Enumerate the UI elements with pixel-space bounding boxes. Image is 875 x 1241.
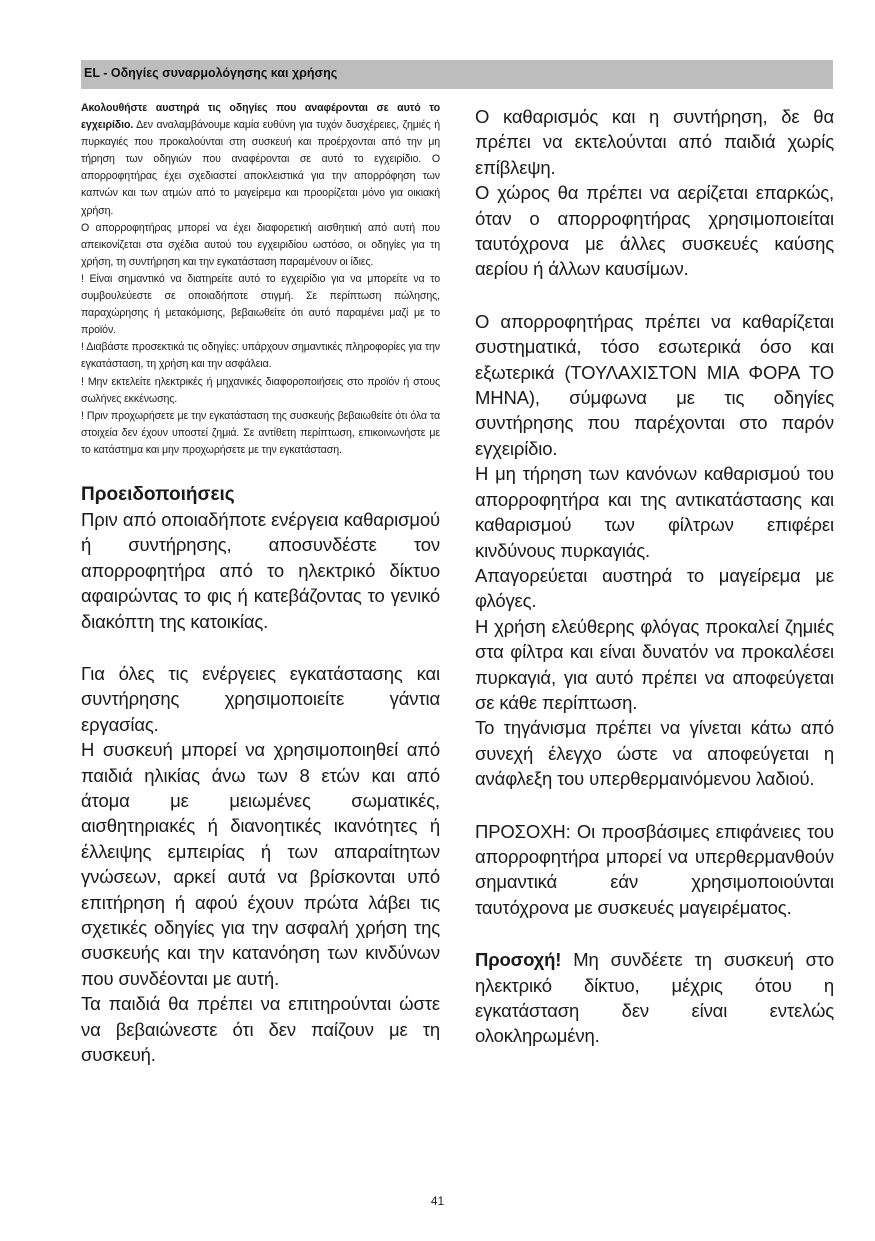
right-paragraph-9 [475, 947, 834, 1049]
intro-paragraph-2: Ο απορροφητήρας μπορεί να έχει διαφορετική αισθητική από αυτή που απεικονίζεται στα σχέδια αυτού του εγχειριδίου ωστόσο, οι οδηγίες για τη χρήση, τη συντήρηση και την εγκατάσταση παραμένουν οι ίδιες. [81, 221, 440, 268]
intro-paragraph-5: ! Μην εκτελείτε ηλεκτρικές ή μηχανικές διαφοροποιήσεις στο προϊόν ή στους σωλήνες εκκένωσης. [81, 375, 440, 405]
warning-paragraph-1: Πριν από οποιαδήποτε ενέργεια καθαρισμού ή συντήρησης, αποσυνδέστε τον απορροφητήρα από το ηλεκτρικό δίκτυο αφαιρώντας το φις ή κατεβάζοντας το γενικό διακόπτη της κατοικίας. [81, 508, 440, 632]
intro-text-1: Δεν αναλαμβάνουμε καμία ευθύνη για τυχόν δυσχέρειες, ζημιές ή πυρκαγιές που προκαλούνται στη συσκευή και προέρχονται από την μη τήρηση των οδηγιών που αναφέρονται σε αυτό το εγχειρίδιο. Ο απορροφητήρας έχει σχεδιαστεί αποκλειστικά για την απορρόφηση των καπνών και των ατμών από το μαγείρεμα και προορίζεται μόνο για οικιακή χρήση. [81, 119, 440, 217]
right-paragraph-3: Ο απορροφητήρας πρέπει να καθαρίζεται συστηματικά, τόσο εσωτερικά όσο και εξωτερικά (ΤΟΥΛΑΧΙΣΤΟΝ ΜΙΑ ΦΟΡΑ ΤΟ ΜΗΝΑ), σύμφωνα με τις οδηγίες συντήρησης που παρέχονται στο παρόν εγχειρίδιο. [475, 310, 834, 459]
left-column [81, 100, 440, 1068]
right-paragraph-1: Ο καθαρισμός και η συντήρηση, δε θα πρέπει να εκτελούνται από παιδιά χωρίς επίβλεψη. [475, 106, 834, 178]
warnings-section [81, 507, 440, 1068]
warning-paragraph-4: Τα παιδιά θα πρέπει να επιτηρούνται ώστε να βεβαιώνεστε ότι δεν παίζουν με τη συσκευή. [81, 993, 440, 1066]
page-number: 41 [430, 1194, 445, 1208]
right-column [475, 104, 834, 1049]
right-paragraph-2: Ο χώρος θα πρέπει να αερίζεται επαρκώς, όταν ο απορροφητήρας χρησιμοποιείται ταυτόχρονα με άλλες συσκευές καύσης αερίου ή άλλων καυσίμων. [475, 182, 834, 280]
header-title: EL - Οδηγίες συναρμολόγησης και χρήσης [84, 66, 338, 80]
header-bar [81, 60, 833, 89]
right-paragraph-7: Το τηγάνισμα πρέπει να γίνεται κάτω από συνεχή έλεγχο ώστε να αποφεύγεται η ανάφλεξη του υπερθερμαινόμενου λαδιού. [475, 717, 834, 790]
intro-lead: Ακολουθήστε αυστηρά τις οδηγίες που αναφέρονται σε αυτό το εγχειρίδιο. [81, 102, 440, 132]
warnings-heading: Προειδοποιήσεις [81, 483, 235, 505]
intro-paragraph-3: ! Είναι σημαντικό να διατηρείτε αυτό το εγχειρίδιο για να μπορείτε να το συμβουλεύεστε σε οποιαδήποτε στιγμή. Σε περίπτωση πώλησης, παραχώρησης ή μετακόμισης, βεβαιωθείτε ότι αυτό παραμένει μαζί με το προϊόν. [81, 272, 440, 337]
intro-section [81, 100, 440, 459]
right-paragraph-6: Η χρήση ελεύθερης φλόγας προκαλεί ζημιές στα φίλτρα και είναι δυνατόν να προκαλέσει πυρκαγιά, για αυτό πρέπει να αποφεύγεται σε κάθε περίπτωση. [475, 615, 834, 713]
warning-paragraph-3: Η συσκευή μπορεί να χρησιμοποιηθεί από παιδιά ηλικίας άνω των 8 ετών και από άτομα με μειωμένες σωματικές, αισθητηριακές ή διανοητικές ικανότητες ή έλλειψης εμπειρίας ή των απαραίτητων γνώσεων, αρκεί αυτά να βρίσκονται υπό επιτήρηση ή αφού έχουν πρώτα λάβει τις σχετικές οδηγίες για την ασφαλή χρήση της συσκευής και την κατανόηση των κινδύνων που συνδέονται με αυτή. [81, 739, 440, 989]
intro-paragraph-1 [81, 100, 440, 220]
warning-paragraph-2: Για όλες τις ενέργειες εγκατάστασης και συντήρησης χρησιμοποιείτε γάντια εργασίας. [81, 663, 440, 735]
caution-lead: Προσοχή! [475, 949, 562, 971]
caution-text: Μη συνδέετε τη συσκευή στο ηλεκτρικό δίκτυο, μέχρις ότου η εγκατάσταση δεν είναι εντελώς ολοκληρωμένη. [475, 949, 834, 1047]
right-paragraph-5: Απαγορεύεται αυστηρά το μαγείρεμα με φλόγες. [475, 564, 834, 612]
right-paragraph-8: ΠΡΟΣΟΧΗ: Οι προσβάσιμες επιφάνειες του απορροφητήρα μπορεί να υπερθερμανθούν σημαντικά εάν χρησιμοποιούνται ταυτόχρονα με συσκευές μαγειρέματος. [475, 820, 834, 918]
right-paragraph-4: Η μη τήρηση των κανόνων καθαρισμού του απορροφητήρα και της αντικατάστασης και καθαρισμού των φίλτρων επιφέρει κινδύνους πυρκαγιάς. [475, 463, 834, 561]
intro-paragraph-4: ! Διαβάστε προσεκτικά τις οδηγίες: υπάρχουν σημαντικές πληροφορίες για την εγκατάσταση, τη χρήση και την ασφάλεια. [81, 341, 440, 371]
intro-paragraph-6: ! Πριν προχωρήσετε με την εγκατάσταση της συσκευής βεβαιωθείτε ότι όλα τα στοιχεία δεν έχουν υποστεί ζημιά. Σε αντίθετη περίπτωση, επικοινωνήστε με το κατάστημα και μην προχωρήσετε με την εγκατάσταση. [81, 409, 440, 456]
